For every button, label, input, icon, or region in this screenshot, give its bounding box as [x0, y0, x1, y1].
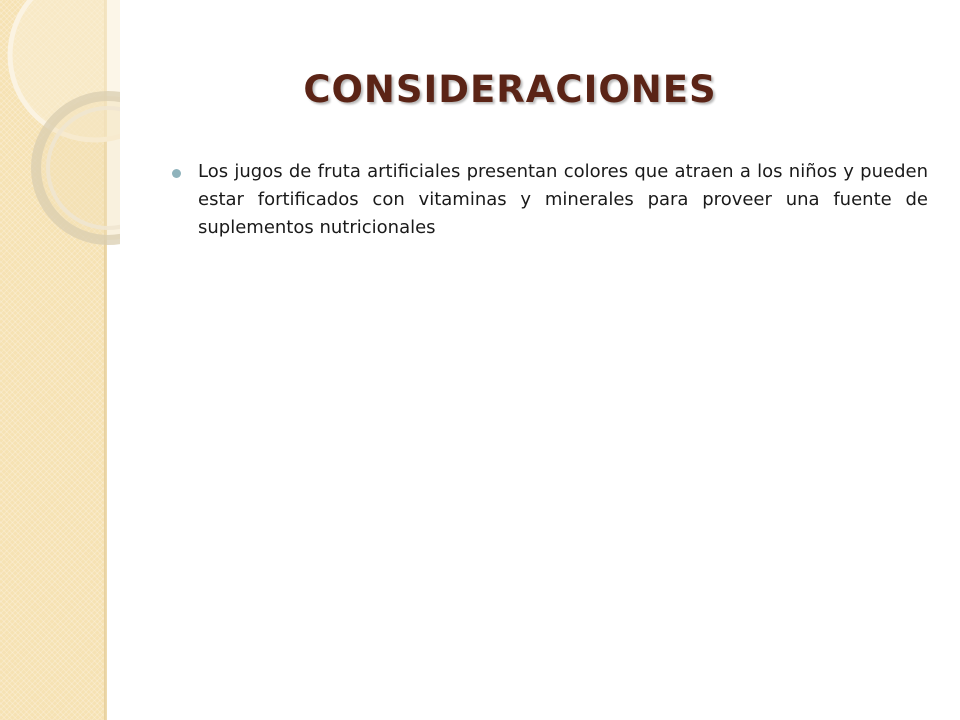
bullet-text: Los jugos de fruta artificiales presentan colores que atraen a los niños y pueden estar fortificados con vitaminas y minerales para proveer una fuente de suplementos nutricionales: [198, 161, 928, 238]
bullet-item: [162, 158, 928, 242]
bullet-list: [162, 158, 928, 242]
ring-ornament-icon: [0, 0, 120, 260]
slide-title: CONSIDERACIONES: [303, 68, 717, 111]
bullet-icon: [172, 169, 181, 178]
